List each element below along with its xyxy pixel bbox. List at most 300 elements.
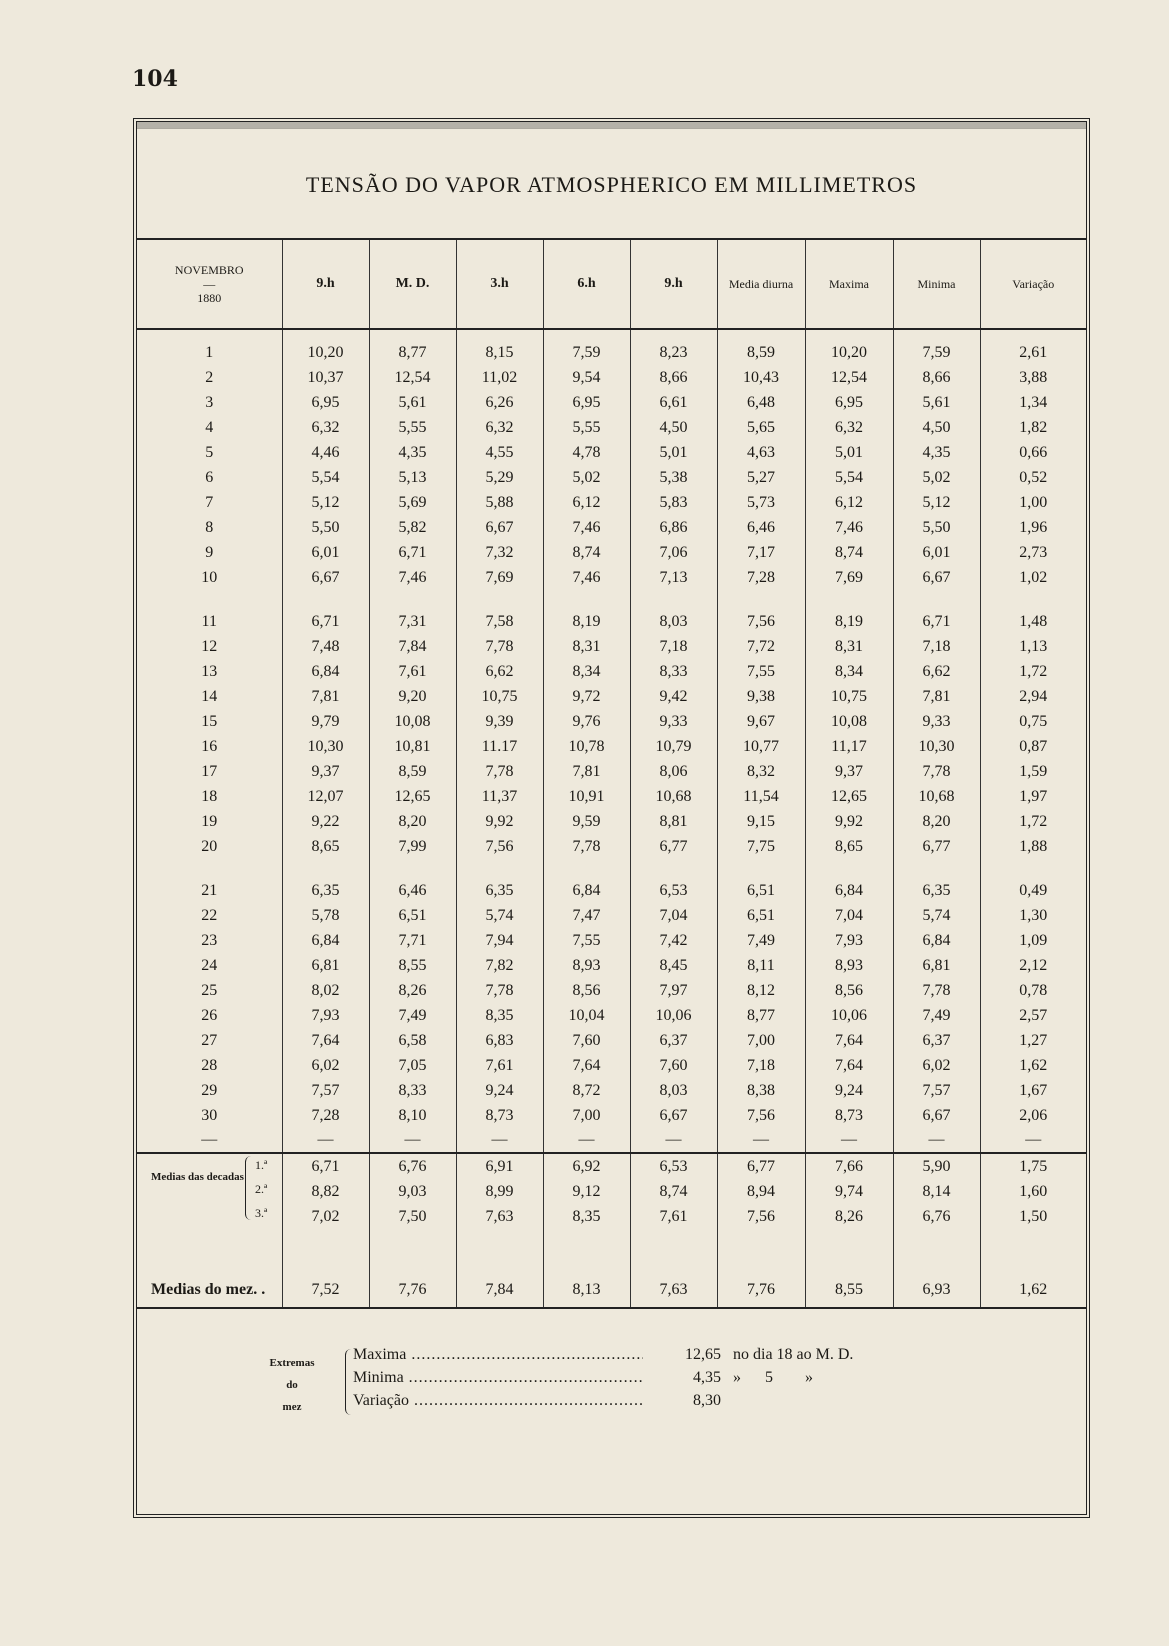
value-cell: 10,20 (282, 340, 369, 365)
value-cell: 7,31 (369, 609, 456, 634)
value-cell: 7,04 (805, 903, 893, 928)
value-cell: 7,46 (805, 515, 893, 540)
value-cell: 7,78 (456, 978, 543, 1003)
value-cell: 7,48 (282, 634, 369, 659)
value-cell: 5,73 (717, 490, 805, 515)
value-cell: 9,37 (805, 759, 893, 784)
value-cell: 4,35 (893, 440, 980, 465)
empty-cell (980, 329, 1086, 340)
empty-cell (630, 859, 717, 878)
value-cell: 5,01 (805, 440, 893, 465)
month-mean-cell: 8,55 (805, 1273, 893, 1308)
value-cell: 4,78 (543, 440, 630, 465)
value-cell: 1,13 (980, 634, 1086, 659)
value-cell: 5,02 (543, 465, 630, 490)
value-cell: 10,20 (805, 340, 893, 365)
value-cell: 7,49 (369, 1003, 456, 1028)
value-cell: 10,30 (282, 734, 369, 759)
value-cell: 1,30 (980, 903, 1086, 928)
decade-mean-cell: 1,50 (980, 1204, 1086, 1229)
value-cell: 7,61 (456, 1053, 543, 1078)
header-col: Media diurna (717, 239, 805, 329)
value-cell: 9,92 (456, 809, 543, 834)
value-cell: 6,12 (543, 490, 630, 515)
empty-cell (980, 1229, 1086, 1273)
table-row (137, 709, 1086, 734)
day-cell: 9 (205, 543, 214, 561)
value-cell: 8,59 (369, 759, 456, 784)
table-row (137, 1078, 1086, 1103)
value-cell: 10,81 (369, 734, 456, 759)
value-cell: 5,61 (893, 390, 980, 415)
table-frame (133, 118, 1090, 1518)
value-cell: 2,12 (980, 953, 1086, 978)
value-cell: 6,26 (456, 390, 543, 415)
empty-cell (893, 329, 980, 340)
value-cell: 7,64 (805, 1028, 893, 1053)
value-cell: 7,59 (893, 340, 980, 365)
value-cell: 9,24 (456, 1078, 543, 1103)
value-cell: 6,37 (893, 1028, 980, 1053)
value-cell: 5,74 (456, 903, 543, 928)
value-cell: 8,56 (805, 978, 893, 1003)
value-cell: 7,55 (543, 928, 630, 953)
value-cell: 7,78 (456, 634, 543, 659)
table-row (137, 634, 1086, 659)
day-cell: 30 (201, 1106, 218, 1124)
value-cell: 7,18 (717, 1053, 805, 1078)
value-cell: 6,71 (893, 609, 980, 634)
value-cell: 9,33 (630, 709, 717, 734)
value-cell: 8,11 (717, 953, 805, 978)
value-cell: 10,30 (893, 734, 980, 759)
value-cell: 5,50 (282, 515, 369, 540)
value-cell: 8,65 (805, 834, 893, 859)
empty-cell (630, 590, 717, 609)
value-cell: 5,83 (630, 490, 717, 515)
value-cell: 1,96 (980, 515, 1086, 540)
value-cell: 10,08 (805, 709, 893, 734)
value-cell: 5,13 (369, 465, 456, 490)
table-row (137, 809, 1086, 834)
value-cell: 2,61 (980, 340, 1086, 365)
value-cell: 12,65 (369, 784, 456, 809)
empty-cell (543, 1229, 630, 1273)
dash-cell: — (805, 1128, 893, 1153)
value-cell: 4,63 (717, 440, 805, 465)
decade-mean-cell: 1,60 (980, 1179, 1086, 1204)
table-row (137, 659, 1086, 684)
value-cell: 0,49 (980, 878, 1086, 903)
value-cell: 5,65 (717, 415, 805, 440)
month-mean-row (137, 1273, 1086, 1308)
value-cell: 7,47 (543, 903, 630, 928)
value-cell: 1,82 (980, 415, 1086, 440)
decade-mean-cell: 8,26 (805, 1204, 893, 1229)
day-cell: 13 (201, 662, 218, 680)
value-cell: 9,76 (543, 709, 630, 734)
value-cell: 7,56 (456, 834, 543, 859)
day-cell: 14 (201, 687, 218, 705)
value-cell: 6,86 (630, 515, 717, 540)
value-cell: 6,58 (369, 1028, 456, 1053)
value-cell: 9,59 (543, 809, 630, 834)
value-cell: 7,46 (369, 565, 456, 590)
table-row (137, 978, 1086, 1003)
day-cell: 3 (205, 393, 214, 411)
value-cell: 6,84 (805, 878, 893, 903)
value-cell: 6,02 (282, 1053, 369, 1078)
empty-cell (456, 329, 543, 340)
value-cell: 4,46 (282, 440, 369, 465)
spacer-row (137, 1229, 1086, 1273)
empty-cell (805, 329, 893, 340)
value-cell: 7,82 (456, 953, 543, 978)
value-cell: 7,94 (456, 928, 543, 953)
month-mean-cell: 1,62 (980, 1273, 1086, 1308)
value-cell: 8,02 (282, 978, 369, 1003)
decade-mean-cell: 9,12 (543, 1179, 630, 1204)
day-cell: 12 (201, 637, 218, 655)
decade-mean-cell: 1,75 (980, 1153, 1086, 1179)
empty-cell (282, 859, 369, 878)
value-cell: 7,56 (717, 1103, 805, 1128)
value-cell: 11,37 (456, 784, 543, 809)
value-cell: 7,57 (893, 1078, 980, 1103)
day-cell: 25 (201, 981, 218, 999)
value-cell: 7,64 (805, 1053, 893, 1078)
value-cell: 1,97 (980, 784, 1086, 809)
value-cell: 7,97 (630, 978, 717, 1003)
value-cell: 5,54 (282, 465, 369, 490)
value-cell: 8,45 (630, 953, 717, 978)
header-year: 1880 (197, 291, 222, 305)
value-cell: 8,03 (630, 609, 717, 634)
empty-cell (717, 859, 805, 878)
value-cell: 7,81 (282, 684, 369, 709)
value-cell: 9,24 (805, 1078, 893, 1103)
value-cell: 7,71 (369, 928, 456, 953)
value-cell: 7,75 (717, 834, 805, 859)
value-cell: 6,51 (717, 878, 805, 903)
value-cell: 1,27 (980, 1028, 1086, 1053)
value-cell: 1,00 (980, 490, 1086, 515)
decade-mean-cell: 5,90 (893, 1153, 980, 1179)
table-row (137, 340, 1086, 365)
value-cell: 7,93 (805, 928, 893, 953)
empty-cell (980, 859, 1086, 878)
day-cell: 6 (205, 468, 214, 486)
value-cell: 6,51 (717, 903, 805, 928)
value-cell: 10,78 (543, 734, 630, 759)
value-cell: 6,35 (893, 878, 980, 903)
value-cell: 8,72 (543, 1078, 630, 1103)
value-cell: 9,72 (543, 684, 630, 709)
decade-mean-cell: 8,74 (630, 1179, 717, 1204)
value-cell: 8,20 (369, 809, 456, 834)
value-cell: 6,35 (282, 878, 369, 903)
value-cell: 10,77 (717, 734, 805, 759)
value-cell: 2,73 (980, 540, 1086, 565)
value-cell: 7,81 (543, 759, 630, 784)
value-cell: 1,02 (980, 565, 1086, 590)
value-cell: 0,87 (980, 734, 1086, 759)
table-row (137, 440, 1086, 465)
empty-cell (805, 590, 893, 609)
decade-mean-cell: 9,03 (369, 1179, 456, 1204)
header-col: M. D. (369, 239, 456, 329)
value-cell: 7,00 (717, 1028, 805, 1053)
value-cell: 8,38 (717, 1078, 805, 1103)
header-col: 3.h (456, 239, 543, 329)
value-cell: 8,74 (543, 540, 630, 565)
extremes-brace (345, 1349, 352, 1415)
vapor-tension-table (137, 238, 1086, 1309)
table-row (137, 684, 1086, 709)
value-cell: 7,32 (456, 540, 543, 565)
value-cell: 10,06 (805, 1003, 893, 1028)
value-cell: 6,81 (282, 953, 369, 978)
value-cell: 8,33 (630, 659, 717, 684)
value-cell: 7,59 (543, 340, 630, 365)
value-cell: 12,54 (805, 365, 893, 390)
value-cell: 5,69 (369, 490, 456, 515)
value-cell: 7,04 (630, 903, 717, 928)
table-row (137, 465, 1086, 490)
value-cell: 7,13 (630, 565, 717, 590)
value-cell: 7,69 (456, 565, 543, 590)
day-cell: 10 (201, 568, 218, 586)
decade-mean-cell: 6,92 (543, 1153, 630, 1179)
table-row (137, 415, 1086, 440)
value-cell: 4,55 (456, 440, 543, 465)
decade-mean-cell: 7,50 (369, 1204, 456, 1229)
table-row (137, 1028, 1086, 1053)
value-cell: 6,35 (456, 878, 543, 903)
value-cell: 9,54 (543, 365, 630, 390)
day-cell: 27 (201, 1031, 218, 1049)
empty-cell (893, 859, 980, 878)
value-cell: 8,34 (543, 659, 630, 684)
month-mean-cell: 7,63 (630, 1273, 717, 1308)
decade-mean-cell: 6,91 (456, 1153, 543, 1179)
decade-gap-row (137, 590, 1086, 609)
empty-cell (369, 590, 456, 609)
empty-cell (630, 1229, 717, 1273)
header-col: 6.h (543, 239, 630, 329)
day-cell: 29 (201, 1081, 218, 1099)
value-cell: 6,71 (282, 609, 369, 634)
value-cell: 6,67 (282, 565, 369, 590)
value-cell: 8,66 (893, 365, 980, 390)
value-cell: 5,27 (717, 465, 805, 490)
value-cell: 8,74 (805, 540, 893, 565)
value-cell: 6,51 (369, 903, 456, 928)
value-cell: 7,05 (369, 1053, 456, 1078)
table-row (137, 609, 1086, 634)
value-cell: 8,77 (369, 340, 456, 365)
value-cell: 7,99 (369, 834, 456, 859)
value-cell: 0,52 (980, 465, 1086, 490)
empty-cell (137, 1229, 282, 1273)
value-cell: 5,01 (630, 440, 717, 465)
value-cell: 6,32 (282, 415, 369, 440)
value-cell: 5,82 (369, 515, 456, 540)
value-cell: 6,81 (893, 953, 980, 978)
value-cell: 10,43 (717, 365, 805, 390)
value-cell: 7,06 (630, 540, 717, 565)
value-cell: 9,15 (717, 809, 805, 834)
value-cell: 7,00 (543, 1103, 630, 1128)
value-cell: 8,32 (717, 759, 805, 784)
table-row (137, 1053, 1086, 1078)
value-cell: 5,61 (369, 390, 456, 415)
empty-cell (137, 329, 282, 340)
value-cell: 5,12 (282, 490, 369, 515)
value-cell: 5,78 (282, 903, 369, 928)
value-cell: 7,46 (543, 515, 630, 540)
value-cell: 1,62 (980, 1053, 1086, 1078)
value-cell: 10,37 (282, 365, 369, 390)
value-cell: 6,71 (369, 540, 456, 565)
value-cell: 9,79 (282, 709, 369, 734)
value-cell: 7,78 (893, 759, 980, 784)
value-cell: 8,93 (543, 953, 630, 978)
spacer-row (137, 329, 1086, 340)
decade-mean-cell: 6,76 (369, 1153, 456, 1179)
value-cell: 6,95 (543, 390, 630, 415)
value-cell: 10,04 (543, 1003, 630, 1028)
day-cell: 26 (201, 1006, 218, 1024)
empty-cell (805, 1229, 893, 1273)
dash-cell: — (456, 1128, 543, 1153)
decade-mean-cell: 7,61 (630, 1204, 717, 1229)
dash-cell: — (282, 1128, 369, 1153)
month-mean-cell: 8,13 (543, 1273, 630, 1308)
decade-mean-cell: 8,99 (456, 1179, 543, 1204)
decades-brace (245, 1156, 252, 1220)
day-cell: 8 (205, 518, 214, 536)
value-cell: 5,02 (893, 465, 980, 490)
value-cell: 7,64 (282, 1028, 369, 1053)
value-cell: 7,28 (282, 1103, 369, 1128)
empty-cell (282, 329, 369, 340)
value-cell: 1,88 (980, 834, 1086, 859)
value-cell: 7,18 (893, 634, 980, 659)
value-cell: 6,32 (805, 415, 893, 440)
value-cell: 1,48 (980, 609, 1086, 634)
table-row (137, 928, 1086, 953)
table-row (137, 878, 1086, 903)
decade-ordinal: 2.ª (255, 1182, 268, 1196)
month-mean-cell: 7,84 (456, 1273, 543, 1308)
table-row (137, 540, 1086, 565)
decade-mean-cell: 8,14 (893, 1179, 980, 1204)
header-col: 9.h (282, 239, 369, 329)
empty-cell (543, 859, 630, 878)
value-cell: 8,31 (543, 634, 630, 659)
value-cell: 6,67 (456, 515, 543, 540)
dash-cell: — (630, 1128, 717, 1153)
value-cell: 7,64 (543, 1053, 630, 1078)
value-cell: 6,37 (630, 1028, 717, 1053)
value-cell: 7,84 (369, 634, 456, 659)
table-row (137, 903, 1086, 928)
value-cell: 8,15 (456, 340, 543, 365)
value-cell: 11,02 (456, 365, 543, 390)
value-cell: 12,65 (805, 784, 893, 809)
value-cell: 8,20 (893, 809, 980, 834)
table-row (137, 1003, 1086, 1028)
value-cell: 6,62 (893, 659, 980, 684)
value-cell: 3,88 (980, 365, 1086, 390)
dash-cell: — (893, 1128, 980, 1153)
empty-cell (137, 859, 282, 878)
decade-mean-cell: 7,02 (282, 1204, 369, 1229)
empty-cell (543, 590, 630, 609)
value-cell: 7,49 (893, 1003, 980, 1028)
day-cell: 4 (205, 418, 214, 436)
page-title: TENSÃO DO VAPOR ATMOSPHERICO EM MILLIMETROS (305, 172, 918, 197)
value-cell: 2,06 (980, 1103, 1086, 1128)
day-cell: 20 (201, 837, 218, 855)
value-cell: 9,37 (282, 759, 369, 784)
value-cell: 8,10 (369, 1103, 456, 1128)
value-cell: 6,67 (893, 565, 980, 590)
day-cell: 15 (201, 712, 218, 730)
empty-cell (805, 859, 893, 878)
value-cell: 7,28 (717, 565, 805, 590)
value-cell: 6,67 (893, 1103, 980, 1128)
day-cell: 21 (201, 881, 218, 899)
value-cell: 6,46 (369, 878, 456, 903)
value-cell: 6,84 (543, 878, 630, 903)
value-cell: 7,78 (893, 978, 980, 1003)
day-cell: 22 (201, 906, 218, 924)
value-cell: 6,95 (805, 390, 893, 415)
day-cell: 5 (205, 443, 214, 461)
value-cell: 7,81 (893, 684, 980, 709)
month-mean-label: Medias do mez. . (137, 1273, 282, 1308)
value-cell: 5,29 (456, 465, 543, 490)
value-cell: 7,72 (717, 634, 805, 659)
value-cell: 7,60 (543, 1028, 630, 1053)
header-col: 9.h (630, 239, 717, 329)
value-cell: 8,81 (630, 809, 717, 834)
day-cell: 16 (201, 737, 218, 755)
empty-cell (369, 1229, 456, 1273)
month-mean-cell: 7,76 (369, 1273, 456, 1308)
day-cell: 11 (201, 612, 217, 630)
value-cell: 10,08 (369, 709, 456, 734)
day-cell: 19 (201, 812, 218, 830)
dash-cell: — (543, 1128, 630, 1153)
value-cell: 5,12 (893, 490, 980, 515)
value-cell: 7,42 (630, 928, 717, 953)
value-cell: 1,34 (980, 390, 1086, 415)
month-mean-cell: 7,76 (717, 1273, 805, 1308)
value-cell: 10,75 (456, 684, 543, 709)
value-cell: 9,20 (369, 684, 456, 709)
empty-cell (456, 859, 543, 878)
value-cell: 8,26 (369, 978, 456, 1003)
value-cell: 11,54 (717, 784, 805, 809)
empty-cell (717, 1229, 805, 1273)
value-cell: 2,57 (980, 1003, 1086, 1028)
value-cell: 4,50 (630, 415, 717, 440)
table-row (137, 515, 1086, 540)
value-cell: 9,92 (805, 809, 893, 834)
